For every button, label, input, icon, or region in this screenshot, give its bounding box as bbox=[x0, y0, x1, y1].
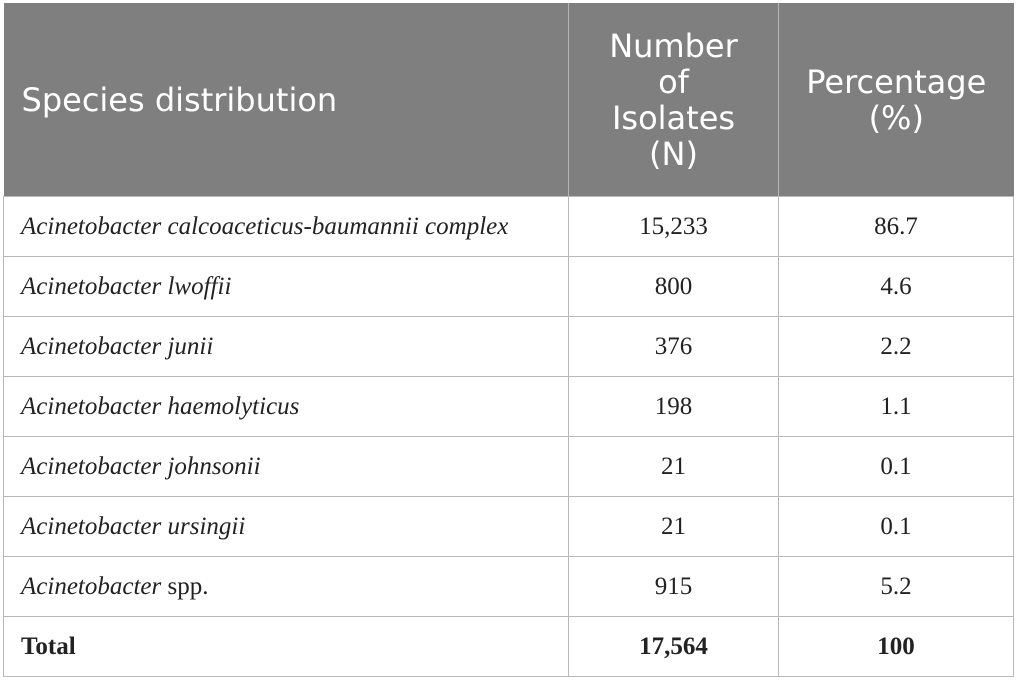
header-percentage-line-1: Percentage bbox=[806, 62, 987, 101]
isolates-cell: 15,233 bbox=[569, 197, 779, 257]
table-row bbox=[4, 257, 1014, 317]
header-number-line-1: Number bbox=[609, 26, 738, 65]
percentage-cell: 2.2 bbox=[779, 317, 1014, 377]
total-percentage: 100 bbox=[779, 617, 1014, 677]
species-text: haemolyticus bbox=[161, 392, 300, 420]
header-percentage-line-2: (%) bbox=[868, 98, 924, 137]
species-text: junii bbox=[161, 332, 214, 360]
species-cell bbox=[4, 557, 569, 617]
genus-text: Acinetobacter bbox=[21, 332, 162, 360]
table-row bbox=[4, 197, 1014, 257]
species-text: ursingii bbox=[161, 512, 246, 540]
header-number-line-4: (N) bbox=[649, 134, 698, 173]
table-row bbox=[4, 377, 1014, 437]
genus-text: Acinetobacter bbox=[21, 272, 162, 300]
table-row bbox=[4, 317, 1014, 377]
table-row bbox=[4, 557, 1014, 617]
header-species-label: Species distribution bbox=[21, 80, 338, 119]
isolates-cell: 800 bbox=[569, 257, 779, 317]
percentage-cell: 5.2 bbox=[779, 557, 1014, 617]
isolates-cell: 376 bbox=[569, 317, 779, 377]
header-species bbox=[4, 3, 569, 197]
species-text: lwoffii bbox=[161, 272, 232, 300]
species-text: calcoaceticus-baumannii complex bbox=[161, 212, 509, 240]
genus-text: Acinetobacter bbox=[21, 452, 162, 480]
species-table-container bbox=[3, 3, 1013, 677]
species-text: spp. bbox=[161, 572, 209, 600]
header-number-line-3: Isolates bbox=[611, 98, 736, 137]
total-isolates: 17,564 bbox=[569, 617, 779, 677]
table-row bbox=[4, 437, 1014, 497]
genus-text: Acinetobacter bbox=[21, 212, 162, 240]
species-cell bbox=[4, 317, 569, 377]
species-cell bbox=[4, 437, 569, 497]
genus-text: Acinetobacter bbox=[21, 572, 162, 600]
header-row bbox=[4, 3, 1014, 197]
species-cell bbox=[4, 197, 569, 257]
percentage-cell: 4.6 bbox=[779, 257, 1014, 317]
isolates-cell: 915 bbox=[569, 557, 779, 617]
isolates-cell: 21 bbox=[569, 497, 779, 557]
genus-text: Acinetobacter bbox=[21, 392, 162, 420]
genus-text: Acinetobacter bbox=[21, 512, 162, 540]
species-distribution-table bbox=[3, 3, 1014, 677]
species-cell bbox=[4, 257, 569, 317]
percentage-cell: 86.7 bbox=[779, 197, 1014, 257]
species-cell bbox=[4, 377, 569, 437]
total-row bbox=[4, 617, 1014, 677]
header-number bbox=[569, 3, 779, 197]
header-number-line-2: of bbox=[658, 62, 689, 101]
total-label: Total bbox=[4, 617, 569, 677]
percentage-cell: 0.1 bbox=[779, 437, 1014, 497]
percentage-cell: 1.1 bbox=[779, 377, 1014, 437]
isolates-cell: 198 bbox=[569, 377, 779, 437]
isolates-cell: 21 bbox=[569, 437, 779, 497]
percentage-cell: 0.1 bbox=[779, 497, 1014, 557]
species-text: johnsonii bbox=[161, 452, 261, 480]
table-row bbox=[4, 497, 1014, 557]
species-cell bbox=[4, 497, 569, 557]
header-percentage bbox=[779, 3, 1014, 197]
